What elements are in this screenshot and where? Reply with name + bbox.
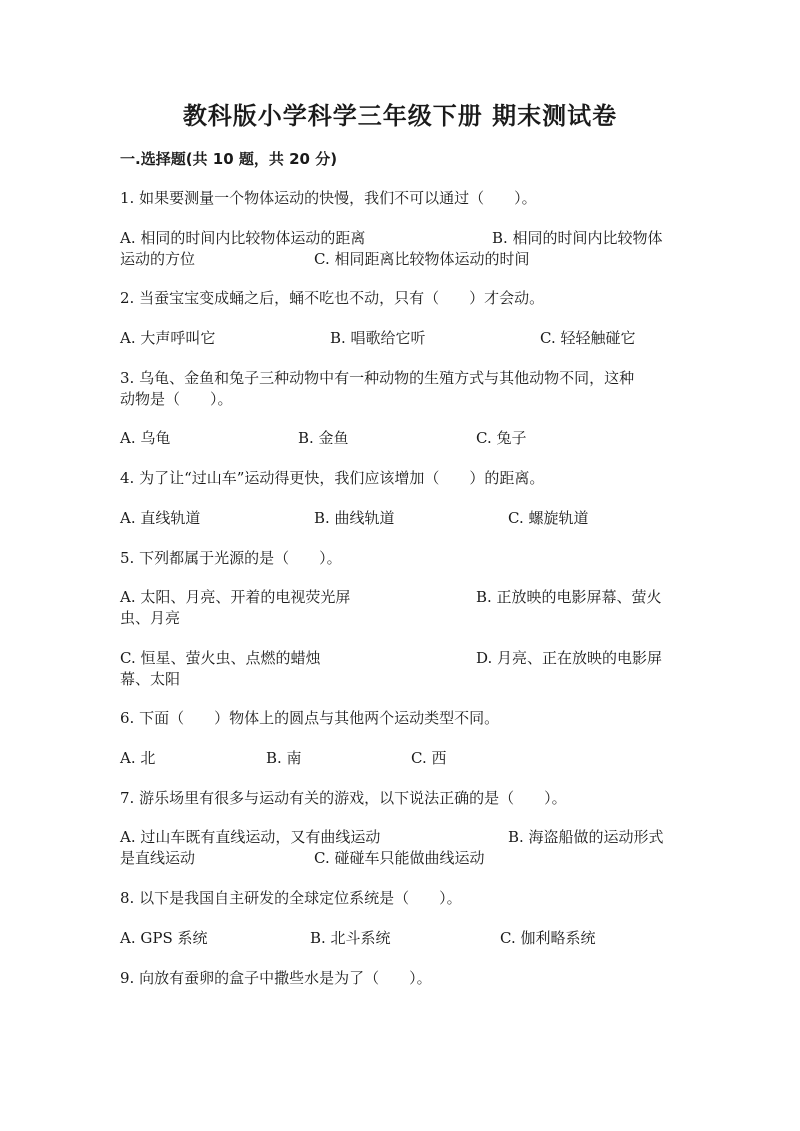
question-1-option-b-cont[interactable]: 运动的方位 xyxy=(120,250,196,268)
question-8-option-a[interactable]: A. GPS 系统 xyxy=(120,929,208,947)
section-heading: 一.选择题(共 10 题，共 20 分) xyxy=(120,150,338,168)
question-4-stem: 4. 为了让“过山车”运动得更快，我们应该增加（ ）的距离。 xyxy=(120,469,545,487)
question-3-stem-line-1: 3. 乌龟、金鱼和兔子三种动物中有一种动物的生殖方式与其他动物不同，这种 xyxy=(120,369,635,387)
question-5-option-b[interactable]: B. 正放映的电影屏幕、萤火 xyxy=(476,588,662,606)
question-6-option-b[interactable]: B. 南 xyxy=(266,749,302,767)
question-2-stem: 2. 当蚕宝宝变成蛹之后，蛹不吃也不动，只有（ ）才会动。 xyxy=(120,289,545,307)
question-2-option-b[interactable]: B. 唱歌给它听 xyxy=(330,329,426,347)
question-6-option-a[interactable]: A. 北 xyxy=(120,749,156,767)
question-7-stem: 7. 游乐场里有很多与运动有关的游戏，以下说法正确的是（ ）。 xyxy=(120,789,567,807)
question-6-option-c[interactable]: C. 西 xyxy=(411,749,447,767)
question-5-option-d-cont[interactable]: 幕、太阳 xyxy=(120,670,181,688)
question-1-option-c[interactable]: C. 相同距离比较物体运动的时间 xyxy=(314,250,530,268)
question-3-option-c[interactable]: C. 兔子 xyxy=(476,429,527,447)
question-5-stem: 5. 下列都属于光源的是（ ）。 xyxy=(120,549,342,567)
question-7-option-a[interactable]: A. 过山车既有直线运动，又有曲线运动 xyxy=(120,828,381,846)
question-4-option-b[interactable]: B. 曲线轨道 xyxy=(314,509,395,527)
question-8-option-b[interactable]: B. 北斗系统 xyxy=(310,929,391,947)
question-3-stem-line-2: 动物是（ ）。 xyxy=(120,390,233,408)
page-title: 教科版小学科学三年级下册 期末测试卷 xyxy=(182,102,618,130)
question-9-stem: 9. 向放有蚕卵的盒子中撒些水是为了（ ）。 xyxy=(120,969,432,987)
question-7-option-b[interactable]: B. 海盗船做的运动形式 xyxy=(508,828,664,846)
question-3-option-a[interactable]: A. 乌龟 xyxy=(120,429,171,447)
question-1-option-b[interactable]: B. 相同的时间内比较物体 xyxy=(492,229,663,247)
question-1-option-a[interactable]: A. 相同的时间内比较物体运动的距离 xyxy=(120,229,366,247)
question-5-option-b-cont[interactable]: 虫、月亮 xyxy=(120,609,181,627)
question-5-option-d[interactable]: D. 月亮、正在放映的电影屏 xyxy=(476,649,663,667)
question-1-stem: 1. 如果要测量一个物体运动的快慢，我们不可以通过（ ）。 xyxy=(120,189,537,207)
question-4-option-a[interactable]: A. 直线轨道 xyxy=(120,509,201,527)
question-5-option-a[interactable]: A. 太阳、月亮、开着的电视荧光屏 xyxy=(120,588,351,606)
question-6-stem: 6. 下面（ ）物体上的圆点与其他两个运动类型不同。 xyxy=(120,709,500,727)
question-7-option-b-cont[interactable]: 是直线运动 xyxy=(120,849,196,867)
question-3-option-b[interactable]: B. 金鱼 xyxy=(298,429,349,447)
question-5-option-c[interactable]: C. 恒星、萤火虫、点燃的蜡烛 xyxy=(120,649,321,667)
question-2-option-c[interactable]: C. 轻轻触碰它 xyxy=(540,329,636,347)
question-8-option-c[interactable]: C. 伽利略系统 xyxy=(500,929,596,947)
question-8-stem: 8. 以下是我国自主研发的全球定位系统是（ ）。 xyxy=(120,889,462,907)
question-4-option-c[interactable]: C. 螺旋轨道 xyxy=(508,509,589,527)
question-7-option-c[interactable]: C. 碰碰车只能做曲线运动 xyxy=(314,849,485,867)
question-2-option-a[interactable]: A. 大声呼叫它 xyxy=(120,329,216,347)
